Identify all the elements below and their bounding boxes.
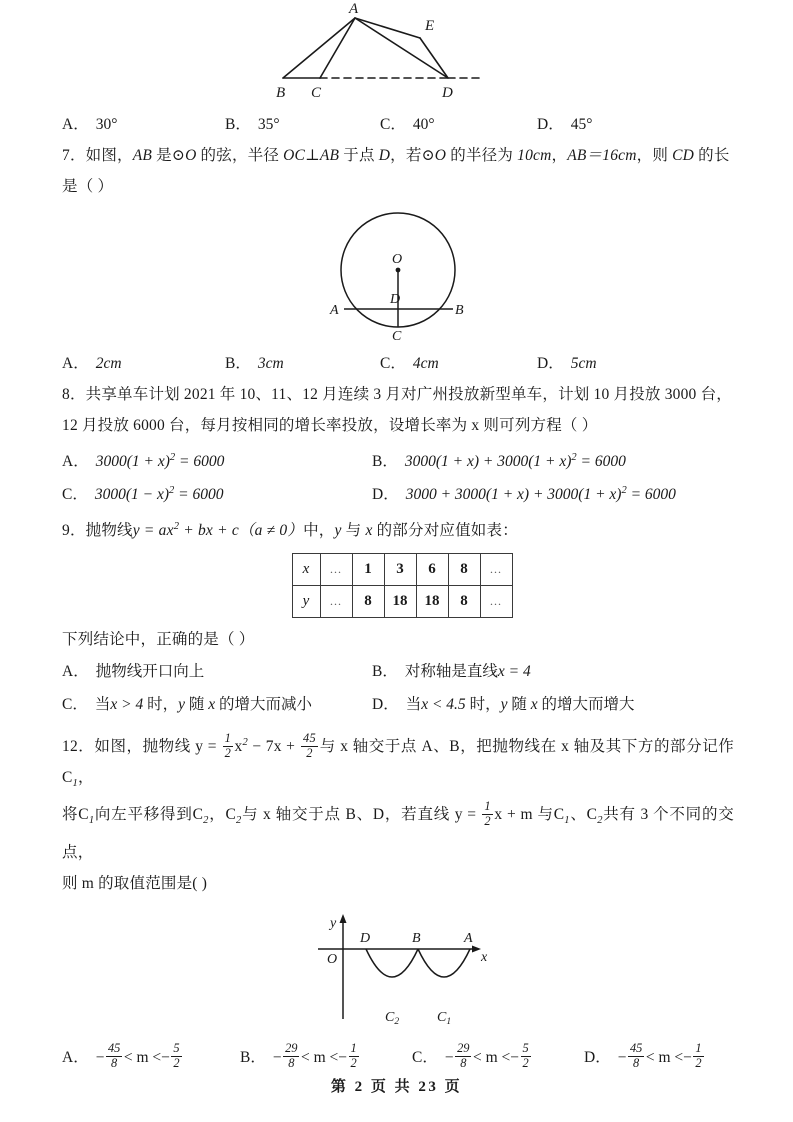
circle-label-o: O [392, 252, 403, 267]
q12-l2-sub3: 2 [236, 815, 242, 827]
q12-fraction-half-1 [223, 732, 233, 760]
q12-l1-sup: 2 [242, 737, 248, 749]
figure-label-e: E [425, 18, 435, 34]
q8d-sup: 2 [621, 485, 627, 496]
q9c-x: x [208, 696, 216, 714]
q12-option-c-label: C． [412, 1048, 438, 1066]
q12-l1-pre: 12．如图，抛物线 y = [62, 738, 222, 756]
q8c-post: = 6000 [174, 486, 224, 504]
question12-stem-line2 [62, 799, 734, 867]
q7-option-a-text: 2cm [95, 355, 122, 372]
q7-perp: ⊥ [305, 147, 320, 164]
q12d-minus2: − [683, 1048, 692, 1066]
q7-ab2: AB [319, 147, 340, 164]
q12c-minus2: − [510, 1048, 520, 1066]
question8-options-row2 [62, 474, 734, 507]
q12d-low-num: 45 [629, 1041, 643, 1056]
q9-option-a-text: 抛物线开口向上 [95, 663, 205, 681]
q12-option-b[interactable] [240, 1039, 360, 1077]
q9-cond: （a ≠ 0） [238, 522, 304, 540]
q12c-low-num: 29 [457, 1041, 470, 1056]
q9d-tail: 的增大而增大 [537, 696, 635, 714]
table-row-x [292, 554, 512, 586]
q12-l2-mid3: 与 x 轴交于点 B、D，若直线 y = [241, 806, 481, 824]
table-cell-y-0: 8 [352, 586, 384, 618]
q8d-pre: 3000 + 3000(1 + x) + 3000(1 + x) [405, 486, 622, 504]
q12-fraction-45-2 [301, 732, 318, 760]
q12-f2-den: 2 [301, 746, 318, 760]
q8-option-a-expr [96, 453, 225, 470]
q7-ab-eq: AB＝16cm [567, 147, 637, 164]
q7-text-4: 于点 [339, 147, 379, 164]
q12b-low-den: 8 [283, 1056, 299, 1070]
q12-l2-sub1: 1 [88, 815, 95, 827]
q12-l2-pre: 将C [62, 806, 89, 824]
q9-stem-pre: 9．抛物线 [62, 522, 133, 540]
q9-eq-sup: 2 [173, 521, 180, 532]
q12d-low-den: 8 [628, 1056, 644, 1070]
option-a[interactable] [62, 109, 117, 140]
q9-eq-rest: + bx + c [179, 522, 239, 540]
table-cell-y-2: 18 [416, 586, 448, 618]
q12-l2-sub2: 2 [203, 815, 209, 827]
page-content [62, 0, 734, 1077]
table-row-y [292, 586, 512, 618]
q8-option-c-label: C． [62, 486, 88, 504]
option-a-label: A． [62, 116, 89, 133]
q8-option-b[interactable] [372, 441, 626, 478]
table-cell-x-2: 6 [416, 554, 448, 586]
curve-label-c1: $C_1$ [437, 1009, 452, 1027]
q7-text-6: 的半径为 [446, 147, 518, 164]
option-d-label: D． [537, 116, 564, 133]
question9-options-row1 [62, 655, 734, 688]
circle-figure-svg [248, 208, 548, 340]
q9-option-b-label: B． [372, 663, 398, 681]
question9-table-wrap [62, 553, 734, 618]
q12-l1-mid2: − 7x + [247, 738, 300, 756]
q8b-sup: 2 [571, 452, 577, 463]
q7-option-b-label: B． [225, 355, 251, 372]
table-cell-x-1: 3 [384, 554, 416, 586]
q9-option-c-label: C． [62, 696, 88, 714]
point-label-a: A [464, 930, 473, 946]
q12-l2-mid4: x + m 与C [494, 806, 565, 824]
q8-option-b-expr [405, 453, 626, 470]
table-header-x: x [292, 554, 320, 586]
q7-text-7: ， [551, 147, 568, 164]
axis-label-x: x [481, 949, 488, 965]
q12a-upper-fraction [171, 1042, 181, 1070]
q12-option-a-label: A． [62, 1048, 89, 1066]
q9c-tail: 的增大而减小 [215, 696, 313, 714]
q8-option-c-expr [95, 486, 224, 503]
q7-text-8: ，则 [636, 147, 673, 164]
q9-option-b-math: x = 4 [497, 663, 531, 681]
circle-label-a: A [330, 303, 339, 318]
q9c-post: 随 [184, 696, 209, 714]
q9-option-d[interactable] [372, 688, 635, 721]
table-cell-x-trailing-dots: … [480, 554, 512, 586]
q12c-minus1: − [444, 1048, 454, 1066]
q12-option-b-label: B． [240, 1048, 266, 1066]
q12-l1-mid1: x [234, 738, 243, 756]
question7-stem-line1 [62, 140, 734, 171]
q12a-up-den: 2 [173, 1055, 180, 1070]
q12d-up-den: 2 [695, 1055, 702, 1070]
q7-text-3: 的弦，半径 [196, 147, 284, 164]
option-d-text: 45° [570, 116, 593, 133]
q8a-post: = 6000 [175, 453, 225, 471]
parabola-figure-svg [248, 901, 548, 1029]
q12b-up-den: 2 [350, 1055, 357, 1070]
figure-label-a: A [349, 1, 359, 17]
q7-radius: 10cm [517, 147, 552, 164]
q7-option-b[interactable] [225, 348, 284, 379]
q9-y2: y [334, 522, 342, 540]
q7-text-1: 7．如图， [62, 147, 133, 164]
q7-option-c-label: C． [380, 355, 406, 372]
question9-prompt: 下列结论中，正确的是（ ） [62, 631, 255, 649]
q12-l2-sub4: 1 [564, 815, 570, 827]
figure-parabola-arcs [62, 901, 734, 1029]
q7-ab: AB [132, 147, 153, 164]
q7-oc: OC [283, 147, 306, 164]
table-cell-y-3: 8 [448, 586, 480, 618]
q12c-up-num: 5 [522, 1041, 529, 1056]
question12-stem-line1 [62, 727, 734, 799]
q12-l2-end: 共有 3 个不同的交点， [62, 806, 734, 861]
q12-f3-den: 2 [484, 813, 491, 828]
q12-option-c[interactable] [412, 1039, 532, 1077]
q7-text-9: 的长 [694, 147, 730, 164]
q12c-low-den: 8 [455, 1056, 471, 1070]
q7-text-2: 是⊙ [152, 147, 186, 164]
q9d-post: 随 [507, 696, 531, 714]
q9d-x: x [530, 696, 538, 714]
q9-with: 与 [341, 522, 366, 540]
q9c-mid: 时， [143, 696, 179, 714]
q12-fraction-half-2 [482, 800, 492, 828]
q12b-up-num: 1 [350, 1041, 357, 1056]
q12-option-d[interactable] [584, 1039, 705, 1077]
table-cell-y-leading-dots: … [320, 586, 352, 618]
q8-option-a[interactable] [62, 441, 224, 478]
option-d[interactable] [537, 109, 592, 140]
q12b-upper-fraction [349, 1042, 359, 1070]
option-c[interactable] [380, 109, 435, 140]
curve-label-c2: $C_2$ [385, 1009, 400, 1027]
q7-option-a[interactable] [62, 348, 122, 379]
q12-l2-sub5: 2 [597, 815, 603, 827]
q9d-y: y [500, 696, 508, 714]
q12a-minus1: − [95, 1048, 105, 1066]
q7-option-d-label: D． [537, 355, 564, 372]
question12-options-row [62, 1039, 734, 1077]
point-label-b: B [412, 930, 421, 946]
q8-option-c[interactable] [62, 474, 224, 511]
q12-f2-num: 45 [303, 731, 316, 746]
question6-options-row [62, 109, 734, 140]
option-b-label: B． [225, 116, 251, 133]
q9d-math: x < 4.5 [421, 696, 466, 714]
q12-f1-num: 1 [224, 731, 232, 746]
value-table [292, 553, 513, 618]
q9-option-a-label: A． [62, 663, 89, 681]
q7-o2: O [434, 147, 447, 164]
q12b-rel: < m < [300, 1048, 339, 1066]
q8d-post: = 6000 [626, 486, 676, 504]
figure-triangle-abcde [62, 0, 734, 105]
question12-stem-line3: 则 m 的取值范围是( ) [62, 874, 208, 892]
point-label-d: D [360, 930, 371, 946]
q12-l1-sub: 1 [72, 778, 79, 790]
q8b-post: = 6000 [576, 453, 626, 471]
figure-label-d: D [442, 85, 453, 101]
q7-option-c[interactable] [380, 348, 439, 379]
q8a-sup: 2 [169, 452, 176, 463]
question8-stem-line2: 12 月投放 6000 台，每月按相同的增长率投放，设增长率为 x 则可列方程（ ） [62, 417, 598, 434]
q12d-upper-fraction [693, 1042, 703, 1070]
q12a-low-den: 8 [106, 1056, 122, 1070]
q12-l1-end: ， [78, 769, 94, 787]
q12a-low-num: 45 [107, 1041, 121, 1056]
q9-option-b-text: 对称轴是直线 [404, 663, 498, 681]
q12-l1-post: 与 x 轴交于点 A、B，把抛物线在 x 轴及其下方的部分记作C [62, 738, 734, 787]
circle-label-d: D [390, 292, 401, 307]
q12-l2-mid5: 、C [569, 806, 598, 824]
q8c-pre: 3000(1 − x) [94, 486, 170, 504]
figure-label-b: B [276, 85, 286, 101]
q12d-lower-fraction [628, 1042, 644, 1070]
q9-option-c[interactable] [62, 688, 312, 721]
arc-c1 [418, 949, 470, 977]
circle-label-c: C [392, 329, 402, 340]
q9-post: 中， [303, 522, 335, 540]
q8b-pre: 3000(1 + x) + 3000(1 + x) [404, 453, 572, 471]
q12-option-a[interactable] [62, 1039, 183, 1077]
q8-option-a-label: A． [62, 453, 89, 471]
q9-option-a[interactable] [62, 655, 204, 688]
table-cell-y-trailing-dots: … [480, 586, 512, 618]
q7-option-d[interactable] [537, 348, 597, 379]
q12c-up-den: 2 [522, 1055, 529, 1070]
q12b-lower-fraction [283, 1042, 299, 1070]
center-point-o [396, 268, 401, 273]
option-c-text: 40° [412, 116, 435, 133]
q7-d: D [378, 147, 391, 164]
q12c-upper-fraction [521, 1042, 531, 1070]
q12-option-d-label: D． [584, 1048, 611, 1066]
table-cell-x-leading-dots: … [320, 554, 352, 586]
q7-option-d-text: 5cm [570, 355, 597, 372]
q12-f3-num: 1 [484, 799, 491, 814]
q9d-pre: 当 [405, 696, 422, 714]
q8c-sup: 2 [169, 485, 175, 496]
y-axis-arrow [340, 914, 347, 923]
q12-l2-mid2: ，C [208, 806, 237, 824]
q8-option-d-expr [406, 486, 676, 503]
question8-options-row1 [62, 441, 734, 474]
q9-tail: 的部分对应值如表： [372, 522, 518, 540]
option-b-text: 35° [257, 116, 280, 133]
q9c-math: x > 4 [110, 696, 144, 714]
q12c-lower-fraction [455, 1042, 471, 1070]
q12b-minus2: − [338, 1048, 348, 1066]
question9-options-row2 [62, 688, 734, 721]
q12c-rel: < m < [472, 1048, 511, 1066]
axis-label-y: y [330, 915, 337, 931]
option-a-text: 30° [95, 116, 118, 133]
q12-f1-den: 2 [224, 745, 232, 760]
q7-option-a-label: A． [62, 355, 89, 372]
circle-label-b: B [455, 303, 464, 318]
q12a-lower-fraction [106, 1042, 122, 1070]
table-cell-y-1: 18 [384, 586, 416, 618]
q8-option-d[interactable] [372, 474, 676, 511]
q8a-pre: 3000(1 + x) [95, 453, 170, 471]
q12a-rel: < m < [123, 1048, 162, 1066]
q9-y: y [132, 522, 140, 540]
table-cell-x-3: 8 [448, 554, 480, 586]
q9c-pre: 当 [94, 696, 111, 714]
q7-option-c-text: 4cm [412, 355, 439, 372]
figure-label-c: C [311, 85, 322, 101]
q9-eq-mid: = ax [139, 522, 174, 540]
page-footer: 第 2 页 共 23 页 [330, 1079, 463, 1095]
q9-x2: x [365, 522, 373, 540]
q9c-y: y [178, 696, 185, 714]
q12b-minus1: − [272, 1048, 282, 1066]
q8-option-d-label: D． [372, 486, 399, 504]
q12d-minus1: − [617, 1048, 627, 1066]
question7-stem-line2: 是（ ） [62, 178, 114, 195]
q12-l2-mid1: 向左平移得到C [94, 806, 204, 824]
q7-cd: CD [672, 147, 695, 164]
option-b[interactable] [225, 109, 280, 140]
figure-circle-o [62, 208, 734, 340]
q7-option-b-text: 3cm [257, 355, 284, 372]
arc-c2 [366, 949, 418, 977]
q12d-rel: < m < [645, 1048, 684, 1066]
q12a-minus2: − [161, 1048, 170, 1066]
question7-options-row [62, 348, 734, 379]
q7-o1: O [185, 147, 197, 164]
question9-stem [62, 511, 734, 546]
q12b-low-num: 29 [285, 1041, 298, 1056]
q12a-up-num: 5 [173, 1041, 180, 1056]
option-c-label: C． [380, 116, 406, 133]
q7-text-5: ，若⊙ [390, 147, 435, 164]
q9-option-d-label: D． [372, 696, 399, 714]
q9-option-b[interactable] [372, 655, 531, 688]
table-header-y: y [292, 586, 320, 618]
origin-label-o: O [327, 951, 338, 967]
question8-stem-line1: 8．共享单车计划 2021 年 10、11、12 月连续 3 月对广州投放新型单车，计划 10 月投放 3000 台， [62, 386, 732, 403]
triangle-figure-svg [248, 0, 548, 105]
q9d-mid: 时， [465, 696, 501, 714]
x-axis-arrow [472, 945, 481, 952]
table-cell-x-0: 1 [352, 554, 384, 586]
q8-option-b-label: B． [372, 453, 398, 471]
q12d-up-num: 1 [695, 1041, 702, 1056]
